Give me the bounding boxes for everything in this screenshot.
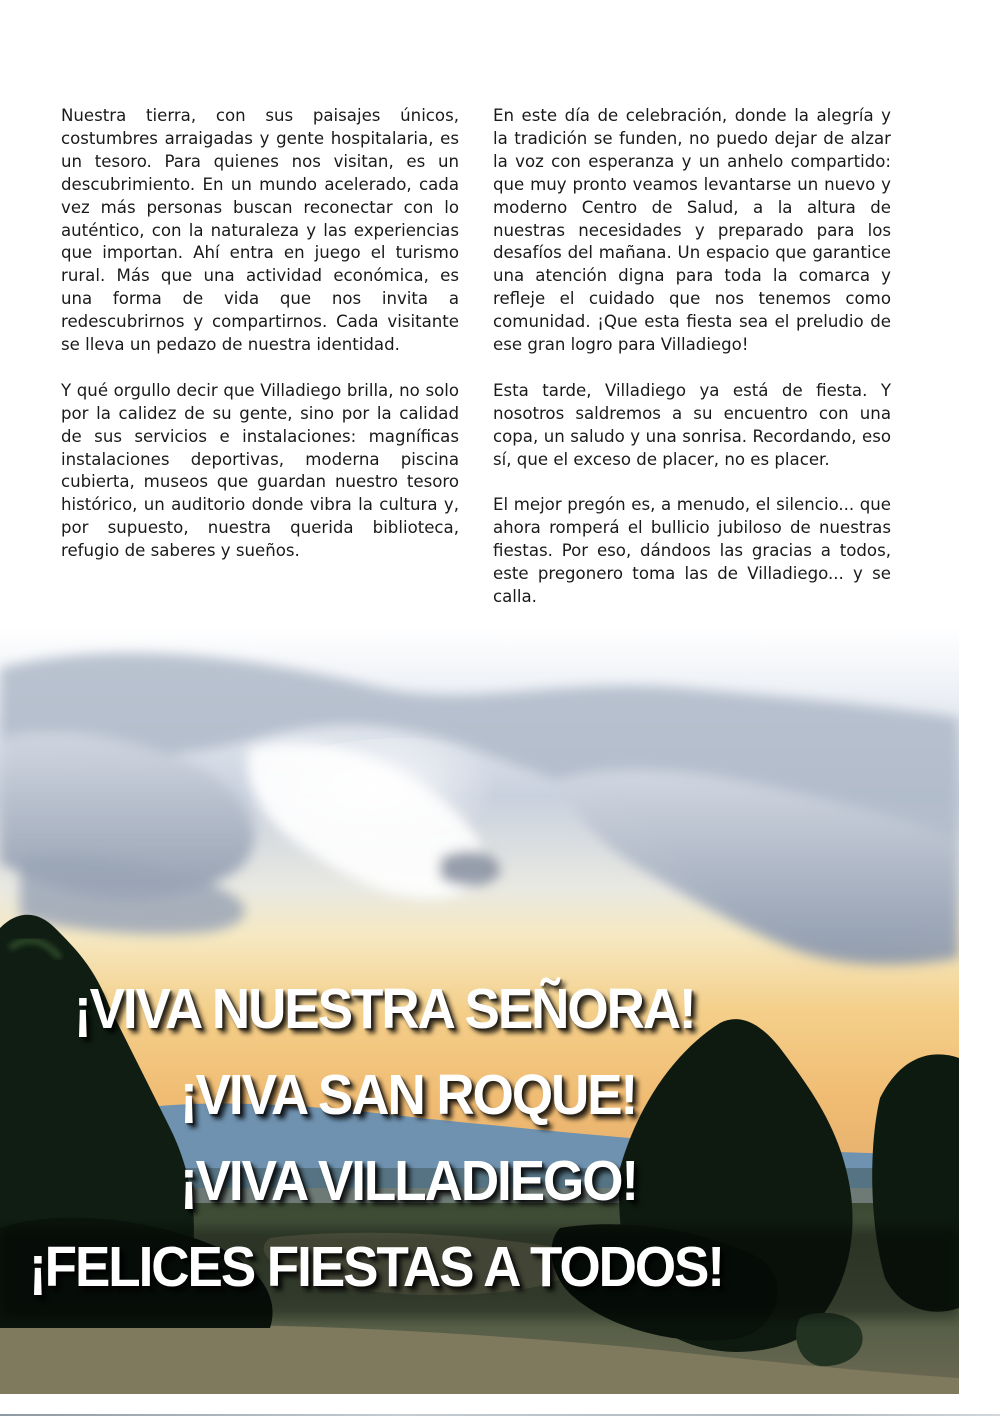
headline-viva-nuestra-senora: ¡VIVA NUESTRA SEÑORA! [74,977,695,1041]
article-right-column [493,105,891,632]
paragraph: El mejor pregón es, a menudo, el silencio... que ahora romperá el bullicio jubiloso de nuestras fiestas. Por eso, dándoos las gracias a todos, este pregonero toma las de Villadiego... y se calla. [493,495,891,606]
headline-viva-san-roque: ¡VIVA SAN ROQUE! [180,1063,637,1127]
headline-felices-fiestas: ¡FELICES FIESTAS A TODOS! [29,1235,723,1299]
headline-viva-villadiego: ¡VIVA VILLADIEGO! [180,1149,638,1213]
paragraph: Nuestra tierra, con sus paisajes únicos, costumbres arraigadas y gente hospitalaria, es un tesoro. Para quienes nos visitan, es un descubrimiento. En un mundo acelerado, cada vez más personas buscan reconectar con lo auténtico, con la naturaleza y las experiencias que importan. Ahí entra en juego el turismo rural. Más que una actividad económica, es una forma de vida que nos invita a redescubrirnos y compartirnos. Cada visitante se lleva un pedazo de nuestra identidad. [61,106,459,355]
paragraph: Y qué orgullo decir que Villadiego brilla, no solo por la calidez de su gente, sino por la calidad de sus servicios e instalaciones: magníficas instalaciones deportivas, moderna piscina cubierta, museos que guardan nuestro tesoro histórico, un auditorio donde vibra la cultura y, por supuesto, nuestra querida biblioteca, refugio de saberes y sueños. [61,380,459,561]
page-bottom-rule [0,1414,1000,1416]
paragraph: En este día de celebración, donde la alegría y la tradición se funden, no puedo dejar de alzar la voz con esperanza y un anhelo compartido: que muy pronto veamos levantarse un nuevo y moderno Centro de Salud, a la altura de nuestras necesidades y preparado para los desafíos del mañana. Un espacio que garantice una atención digna para toda la comarca y refleje el cuidado que nos tenemos como comunidad. ¡Que esta fiesta sea el preludio de ese gran logro para Villadiego! [493,106,891,355]
paragraph: Esta tarde, Villadiego ya está de fiesta. Y nosotros saldremos a su encuentro con una copa, un saludo y una sonrisa. Recordando, eso sí, que el exceso de placer, no es placer. [493,380,891,469]
article-left-column [61,105,459,586]
sun-glow [220,738,580,918]
